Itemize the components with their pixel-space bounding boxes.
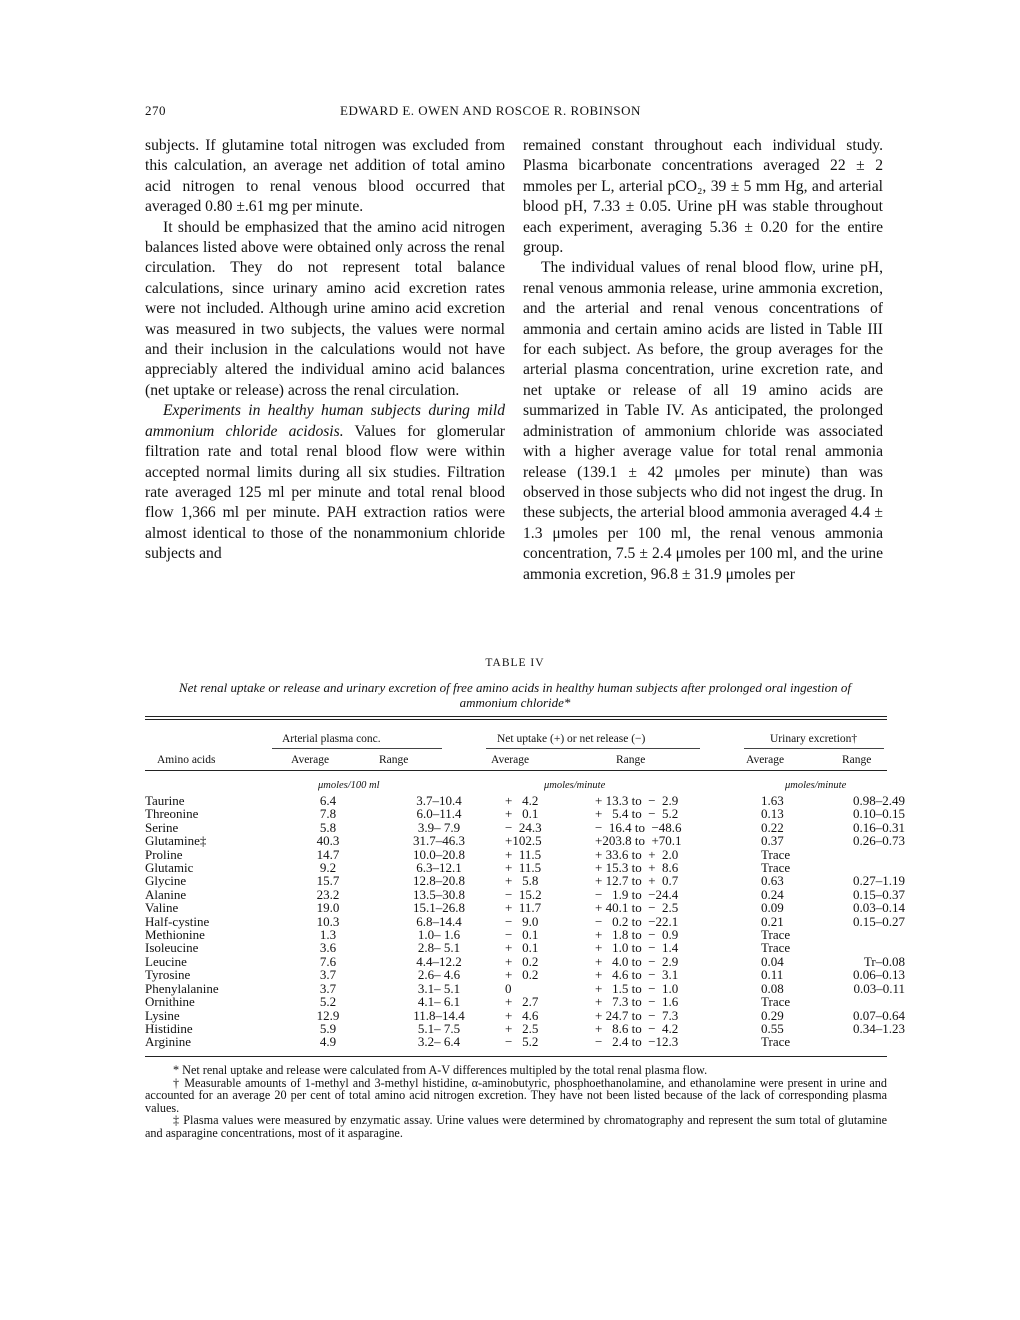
amino-acid-name-cell: Arginine [145, 1034, 191, 1050]
urinary-range-cell: 0.06–0.13 [853, 967, 905, 983]
urinary-range-cell: Tr–0.08 [863, 953, 905, 969]
table-row [145, 968, 905, 981]
arterial-range-cell: 5.1– 7.5 [417, 1020, 461, 1036]
header-rule [145, 770, 887, 771]
paragraph: The individual values of renal blood flow, urine pH, renal venous ammonia release, urine ammonia excretion, and the arterial and renal venous concentrations of ammonia and certain amino acids are listed in Table III for each subject. As before, the group averages for the arterial plasma concentration, urine excretion rate, and net uptake or release of all 19 amino acids are summarized in Table IV. As anticipated, the prolonged administration of ammonium chloride was associated with a higher average value for total renal ammonia release (139.1 ± 42 μmoles per minute) than was observed in those subjects who did not ingest the drug. In these subjects, the arterial blood ammonia averaged 4.4 ± 1.3 μmoles per 100 ml, the renal venous ammonia concentration, 7.5 ± 2.4 μmoles per 100 ml, and the urine ammonia excretion, 96.8 ± 31.9 μmoles per [523, 259, 883, 583]
net-range-cell: + 15.3 to + 8.6 [595, 860, 679, 876]
arterial-range-cell: 4.1– 6.1 [417, 994, 461, 1010]
arterial-range-cell: 13.5–30.8 [413, 886, 465, 902]
urinary-average-cell: 0.22 [761, 819, 784, 835]
arterial-average-cell: 3.7 [319, 967, 337, 983]
group-rule [744, 748, 884, 749]
group-rule [272, 748, 442, 749]
amino-acid-table [145, 794, 905, 1049]
unit-label: μmoles/minute [544, 780, 606, 791]
column-header: Average [746, 754, 785, 766]
table-row [145, 982, 905, 995]
group-rule [486, 748, 700, 749]
urinary-range-cell: 0.16–0.31 [853, 819, 905, 835]
arterial-average-cell: 14.7 [316, 846, 340, 862]
table-row [145, 955, 905, 968]
net-range-cell: + 40.1 to − 2.5 [595, 900, 679, 916]
net-range-cell: + 4.6 to − 3.1 [595, 967, 679, 983]
amino-acid-name-cell: Alanine [145, 886, 187, 902]
arterial-average-cell: 10.3 [316, 913, 340, 929]
right-column [523, 136, 883, 585]
net-average-cell: − 0.1 [505, 927, 539, 943]
arterial-average-cell: 5.2 [319, 994, 337, 1010]
net-average-cell: + 5.8 [505, 873, 539, 889]
paragraph: It should be emphasized that the amino acid nitrogen balances listed above were obtained only across the renal circulation. They do not represent total balance calculations, since urinary amino acid excretion rates were not included. Although urine amino acid excretion was measured in two subjects, the values were normal and their inclusion in the calculations would not have appreciably altered the individual amino acid balances (net uptake or release) across the renal circulation. [145, 218, 505, 399]
table-footnotes [145, 1064, 887, 1140]
arterial-range-cell: 11.8–14.4 [413, 1007, 465, 1023]
arterial-range-cell: 3.9– 7.9 [417, 819, 461, 835]
arterial-average-cell: 9.2 [319, 860, 337, 876]
table-row [145, 834, 905, 847]
net-average-cell: 0 [505, 980, 512, 996]
paragraph: remained constant throughout each individual study. Plasma bicarbonate concentrations averaged 22 ± 2 mmoles per L, arterial pCO₂, 39 ± 5 mm Hg, and arterial blood pH, 7.33 ± 0.05. Urine pH was stable throughout each experiment, averaging 5.36 ± 0.20 for the entire group. [523, 137, 883, 257]
arterial-average-cell: 12.9 [316, 1007, 340, 1023]
net-range-cell: + 13.3 to − 2.9 [595, 793, 679, 808]
urinary-average-cell: 0.08 [761, 980, 784, 996]
net-range-cell: + 5.4 to − 5.2 [595, 806, 679, 822]
group-header-net: Net uptake (+) or net release (−) [497, 733, 646, 745]
net-range-cell: − 1.9 to −24.4 [595, 886, 679, 902]
paragraph: subjects. If glutamine total nitrogen was excluded from this calculation, an average net addition of total amino acid nitrogen to renal venous blood occurred that averaged 0.80 ±.61 mg per minute. [145, 137, 505, 216]
net-range-cell: − 0.2 to −22.1 [595, 913, 679, 929]
net-average-cell: − 5.2 [505, 1034, 539, 1050]
urinary-range-cell [841, 928, 905, 941]
urinary-average-cell: 0.24 [761, 886, 784, 902]
paragraph [145, 401, 505, 564]
footnote: ‡ Plasma values were measured by enzymatic assay. Urine values were determined by chromatography and represent the sum total of glutamine and asparagine concentrations, most of it asparagine. [145, 1113, 887, 1140]
group-header-arterial: Arterial plasma conc. [282, 733, 381, 745]
net-average-cell: + 4.6 [505, 1007, 539, 1023]
running-title: EDWARD E. OWEN AND ROSCOE R. ROBINSON [340, 103, 641, 118]
arterial-average-cell: 40.3 [316, 833, 340, 849]
unit-label: μmoles/100 ml [318, 780, 380, 791]
urinary-range-cell: 0.15–0.37 [853, 886, 905, 902]
net-average-cell: − 15.2 [505, 886, 542, 902]
group-header-urinary: Urinary excretion† [770, 733, 858, 745]
arterial-range-cell: 2.6– 4.6 [417, 967, 461, 983]
urinary-range-cell: 0.27–1.19 [853, 873, 905, 889]
paragraph-text: Values for glomerular filtration rate and total renal blood flow were within accepted normal limits during all six studies. Filtration rate averaged 125 ml per minute and total renal blood flow 1,366 ml per minute. PAH extraction ratios were almost identical to those of the nonammonium chloride subjects and [145, 422, 505, 563]
table-row [145, 807, 905, 820]
unit-label: μmoles/minute [785, 780, 847, 791]
table-row [145, 888, 905, 901]
arterial-average-cell: 1.3 [319, 927, 337, 943]
urinary-range-cell: 0.10–0.15 [853, 806, 905, 822]
urinary-range-cell: 0.03–0.11 [853, 980, 905, 996]
net-average-cell: + 2.7 [505, 994, 539, 1010]
table-row [145, 1035, 905, 1048]
column-header: Range [616, 754, 646, 766]
arterial-range-cell: 4.4–12.2 [416, 953, 462, 969]
arterial-range-cell: 6.8–14.4 [416, 913, 462, 929]
urinary-range-cell: 0.34–1.23 [853, 1020, 905, 1036]
urinary-average-cell: 0.11 [761, 967, 784, 983]
net-range-cell: + 24.7 to − 7.3 [595, 1007, 679, 1023]
arterial-average-cell: 3.7 [319, 980, 337, 996]
urinary-average-cell: 1.63 [761, 793, 784, 808]
net-range-cell: + 33.6 to + 2.0 [595, 846, 679, 862]
page-number: 270 [145, 103, 166, 118]
table-row [145, 1009, 905, 1022]
table-top-rule [145, 716, 887, 717]
urinary-average-cell: Trace [761, 927, 791, 943]
arterial-average-cell: 5.8 [319, 819, 337, 835]
amino-acid-name-cell: Glutamine‡ [145, 833, 207, 849]
net-range-cell: + 1.0 to − 1.4 [595, 940, 679, 956]
urinary-average-cell: Trace [761, 860, 791, 876]
arterial-average-cell: 3.6 [319, 940, 337, 956]
urinary-average-cell: 0.13 [761, 806, 784, 822]
net-range-cell: + 4.0 to − 2.9 [595, 953, 679, 969]
table-row [145, 995, 905, 1008]
urinary-range-cell: 0.26–0.73 [853, 833, 905, 849]
net-range-cell: − 16.4 to −48.6 [595, 819, 682, 835]
arterial-range-cell: 3.7–10.4 [416, 793, 462, 808]
arterial-range-cell: 6.3–12.1 [416, 860, 462, 876]
amino-acid-name-cell: Tyrosine [145, 967, 191, 983]
net-average-cell: − 9.0 [505, 913, 539, 929]
urinary-average-cell: 0.09 [761, 900, 784, 916]
amino-acid-name-cell: Phenylalanine [145, 980, 219, 996]
amino-acid-name-cell: Serine [145, 819, 179, 835]
urinary-range-cell [841, 941, 905, 954]
amino-acid-name-cell: Glutamic [145, 860, 194, 876]
table-row [145, 941, 905, 954]
amino-acid-name-cell: Threonine [145, 806, 199, 822]
arterial-average-cell: 7.8 [319, 806, 337, 822]
net-average-cell: + 0.1 [505, 940, 539, 956]
arterial-range-cell: 15.1–26.8 [413, 900, 465, 916]
column-header: Average [491, 754, 530, 766]
net-range-cell: + 1.5 to − 1.0 [595, 980, 679, 996]
urinary-average-cell: 0.04 [761, 953, 784, 969]
arterial-average-cell: 5.9 [319, 1020, 337, 1036]
table-caption: Net renal uptake or release and urinary excretion of free amino acids in healthy human subjects after prolonged oral ingestion of ammonium chloride* [178, 680, 852, 710]
table-row [145, 848, 905, 861]
urinary-range-cell: 0.07–0.64 [853, 1007, 905, 1023]
amino-acid-name-cell: Half-cystine [145, 913, 210, 929]
urinary-range-cell [841, 1035, 905, 1048]
arterial-average-cell: 4.9 [319, 1034, 337, 1050]
table-row [145, 874, 905, 887]
section-heading: Experiments in healthy human subjects during mild ammonium chloride acidosis. [145, 402, 505, 440]
footnote: † Measurable amounts of 1-methyl and 3-methyl histidine, α-aminobutyric, phosphoethanolamine, and ethanolamine were present in urine and accounted for an average 20 per cent of total amino acid nitrogen excretion. They have not been listed because of the lack of corresponding plasma values. [145, 1075, 887, 1115]
arterial-range-cell: 3.2– 6.4 [417, 1034, 461, 1050]
net-average-cell: +102.5 [505, 833, 542, 849]
urinary-average-cell: Trace [761, 846, 791, 862]
table-row [145, 821, 905, 834]
arterial-range-cell: 31.7–46.3 [413, 833, 465, 849]
net-range-cell: − 2.4 to −12.3 [595, 1034, 679, 1050]
arterial-range-cell: 10.0–20.8 [413, 846, 465, 862]
column-header: Average [291, 754, 330, 766]
urinary-average-cell: 0.55 [761, 1020, 784, 1036]
running-header [145, 103, 885, 119]
net-average-cell: + 11.5 [505, 860, 542, 876]
net-range-cell: + 8.6 to − 4.2 [595, 1020, 679, 1036]
urinary-average-cell: 0.21 [761, 913, 784, 929]
amino-acid-name-cell: Glycine [145, 873, 187, 889]
urinary-range-cell [841, 995, 905, 1008]
urinary-range-cell [841, 861, 905, 874]
amino-acid-name-cell: Histidine [145, 1020, 193, 1036]
table-row [145, 901, 905, 914]
arterial-range-cell: 6.0–11.4 [416, 806, 462, 822]
net-average-cell: + 0.2 [505, 953, 539, 969]
net-average-cell: − 24.3 [505, 819, 542, 835]
urinary-average-cell: Trace [761, 994, 791, 1010]
urinary-average-cell: 0.63 [761, 873, 784, 889]
amino-acid-name-cell: Lysine [145, 1007, 180, 1023]
amino-acid-name-cell: Valine [145, 900, 179, 916]
arterial-average-cell: 23.2 [316, 886, 340, 902]
urinary-range-cell [841, 848, 905, 861]
table-title: TABLE IV [485, 657, 545, 669]
net-average-cell: + 11.5 [505, 846, 542, 862]
arterial-range-cell: 3.1– 5.1 [417, 980, 461, 996]
arterial-average-cell: 19.0 [316, 900, 340, 916]
net-average-cell: + 4.2 [505, 793, 539, 808]
table-row [145, 1022, 905, 1035]
net-average-cell: + 11.7 [505, 900, 542, 916]
table-bottom-rule [145, 1056, 887, 1057]
net-average-cell: + 0.1 [505, 806, 539, 822]
amino-acid-name-cell: Methionine [145, 927, 205, 943]
arterial-average-cell: 6.4 [319, 793, 337, 808]
footnote: * Net renal uptake and release were calculated from A-V differences multipled by the total renal plasma flow. [173, 1063, 708, 1077]
arterial-range-cell: 12.8–20.8 [413, 873, 465, 889]
net-range-cell: +203.8 to +70.1 [595, 833, 682, 849]
amino-acid-name-cell: Leucine [145, 953, 187, 969]
urinary-average-cell: Trace [761, 1034, 791, 1050]
table-row [145, 928, 905, 941]
amino-acid-name-cell: Ornithine [145, 994, 195, 1010]
table-top-rule-double [145, 719, 887, 720]
arterial-average-cell: 7.6 [319, 953, 337, 969]
table-row [145, 861, 905, 874]
net-average-cell: + 0.2 [505, 967, 539, 983]
urinary-range-cell: 0.03–0.14 [853, 900, 905, 916]
net-average-cell: + 2.5 [505, 1020, 539, 1036]
net-range-cell: + 7.3 to − 1.6 [595, 994, 679, 1010]
amino-acid-name-cell: Taurine [145, 793, 185, 808]
amino-acid-name-cell: Proline [145, 846, 183, 862]
column-header: Amino acids [157, 754, 216, 766]
table-row [145, 915, 905, 928]
table-row [145, 794, 905, 807]
column-header: Range [379, 754, 409, 766]
arterial-average-cell: 15.7 [316, 873, 340, 889]
arterial-range-cell: 1.0– 1.6 [417, 927, 461, 943]
arterial-range-cell: 2.8– 5.1 [417, 940, 461, 956]
net-range-cell: + 12.7 to + 0.7 [595, 873, 679, 889]
net-range-cell: + 1.8 to − 0.9 [595, 927, 679, 943]
left-column [145, 136, 505, 565]
column-header: Range [842, 754, 872, 766]
urinary-average-cell: 0.29 [761, 1007, 784, 1023]
urinary-average-cell: 0.37 [761, 833, 784, 849]
urinary-range-cell: 0.98–2.49 [853, 793, 905, 808]
urinary-average-cell: Trace [761, 940, 791, 956]
urinary-range-cell: 0.15–0.27 [853, 913, 905, 929]
amino-acid-name-cell: Isoleucine [145, 940, 199, 956]
